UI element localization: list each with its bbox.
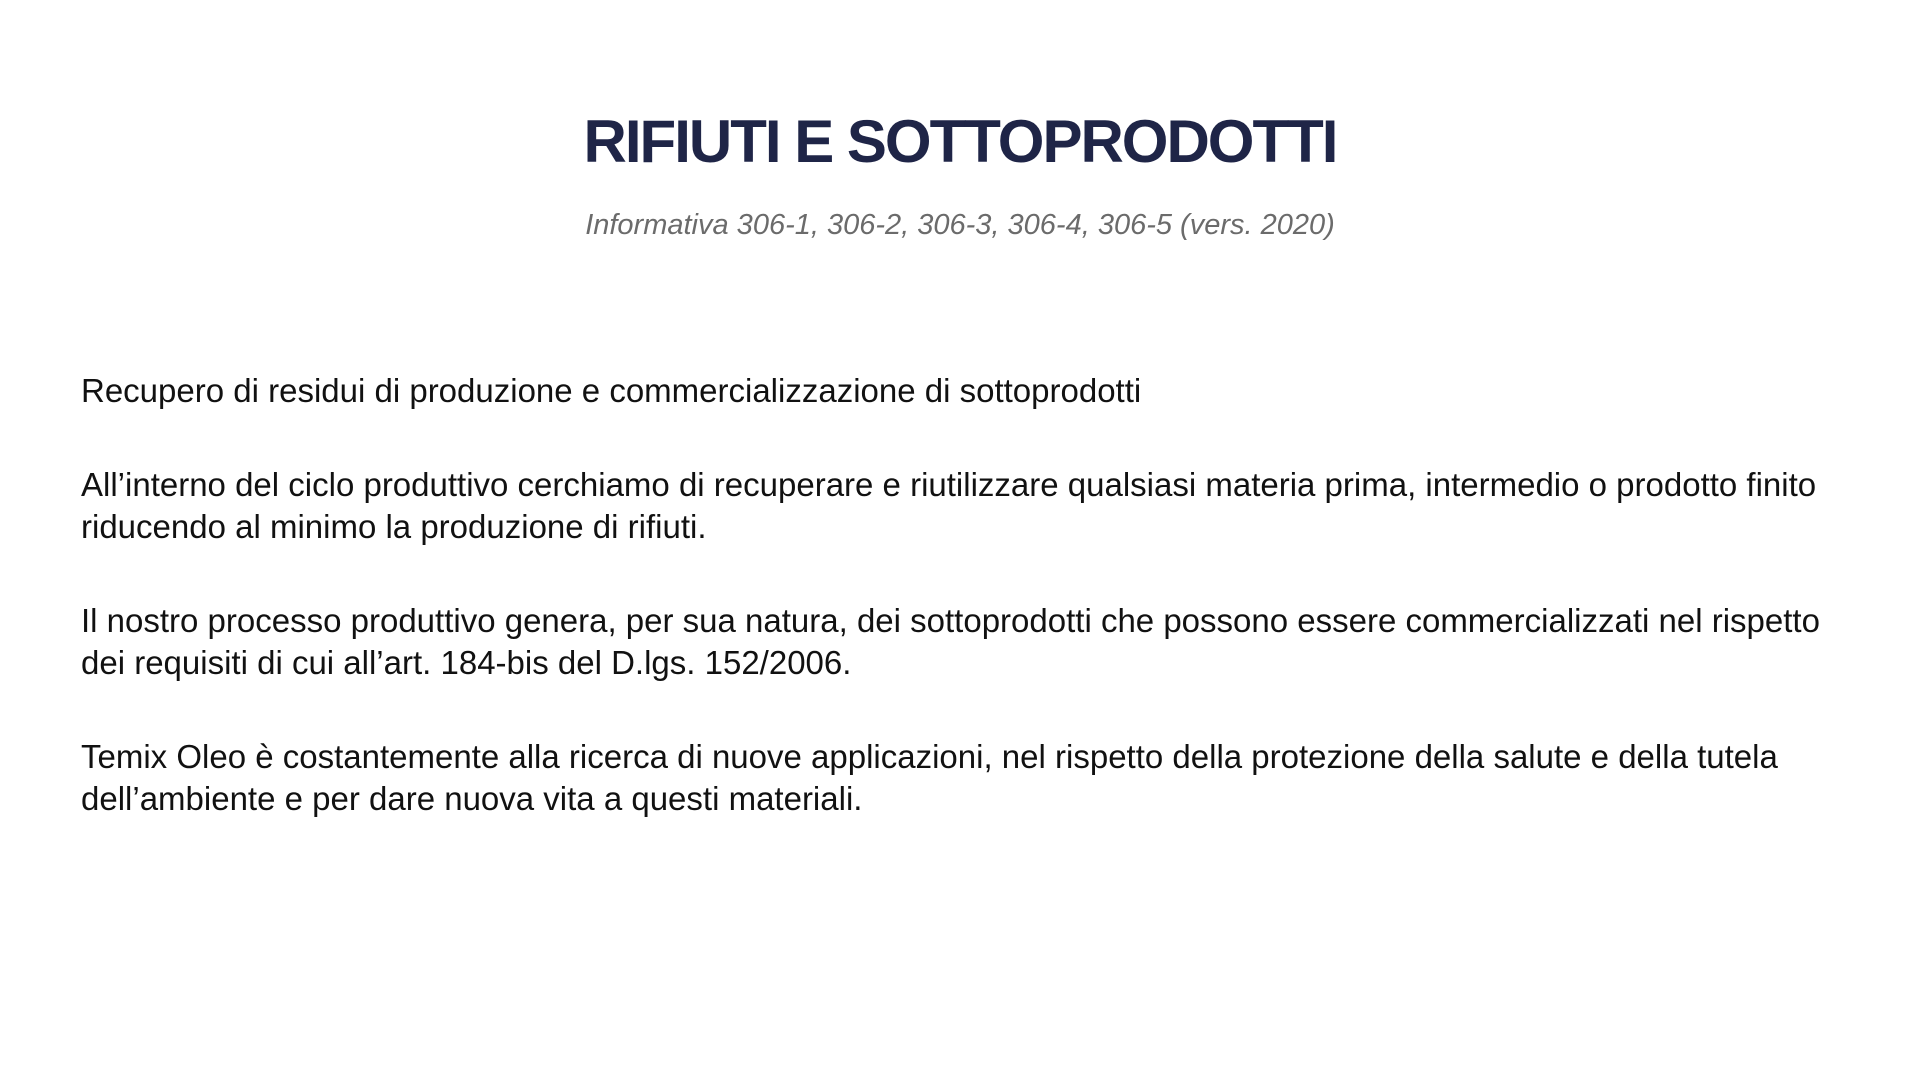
page-title: RIFIUTI E SOTTOPRODOTTI (583, 108, 1337, 175)
document-body (81, 370, 1861, 872)
paragraph-applications: Temix Oleo è costantemente alla ricerca di nuove applicazioni, nel rispetto della protezione della salute e della tutela dell’ambiente e per dare nuova vita a questi materiali. (81, 738, 1778, 817)
paragraph-recovery: All’interno del ciclo produttivo cerchiamo di recuperare e riutilizzare qualsiasi materia prima, intermedio o prodotto finito riducendo al minimo la produzione di rifiuti. (81, 466, 1817, 545)
paragraph-byproducts: Il nostro processo produttivo genera, per sua natura, dei sottoprodotti che possono essere commercializzati nel rispetto dei requisiti di cui all’art. 184-bis del D.lgs. 152/2006. (81, 602, 1820, 681)
paragraph-heading: Recupero di residui di produzione e commercializzazione di sottoprodotti (81, 372, 1142, 409)
page-subtitle: Informativa 306-1, 306-2, 306-3, 306-4, 306-5 (vers. 2020) (585, 209, 1335, 241)
